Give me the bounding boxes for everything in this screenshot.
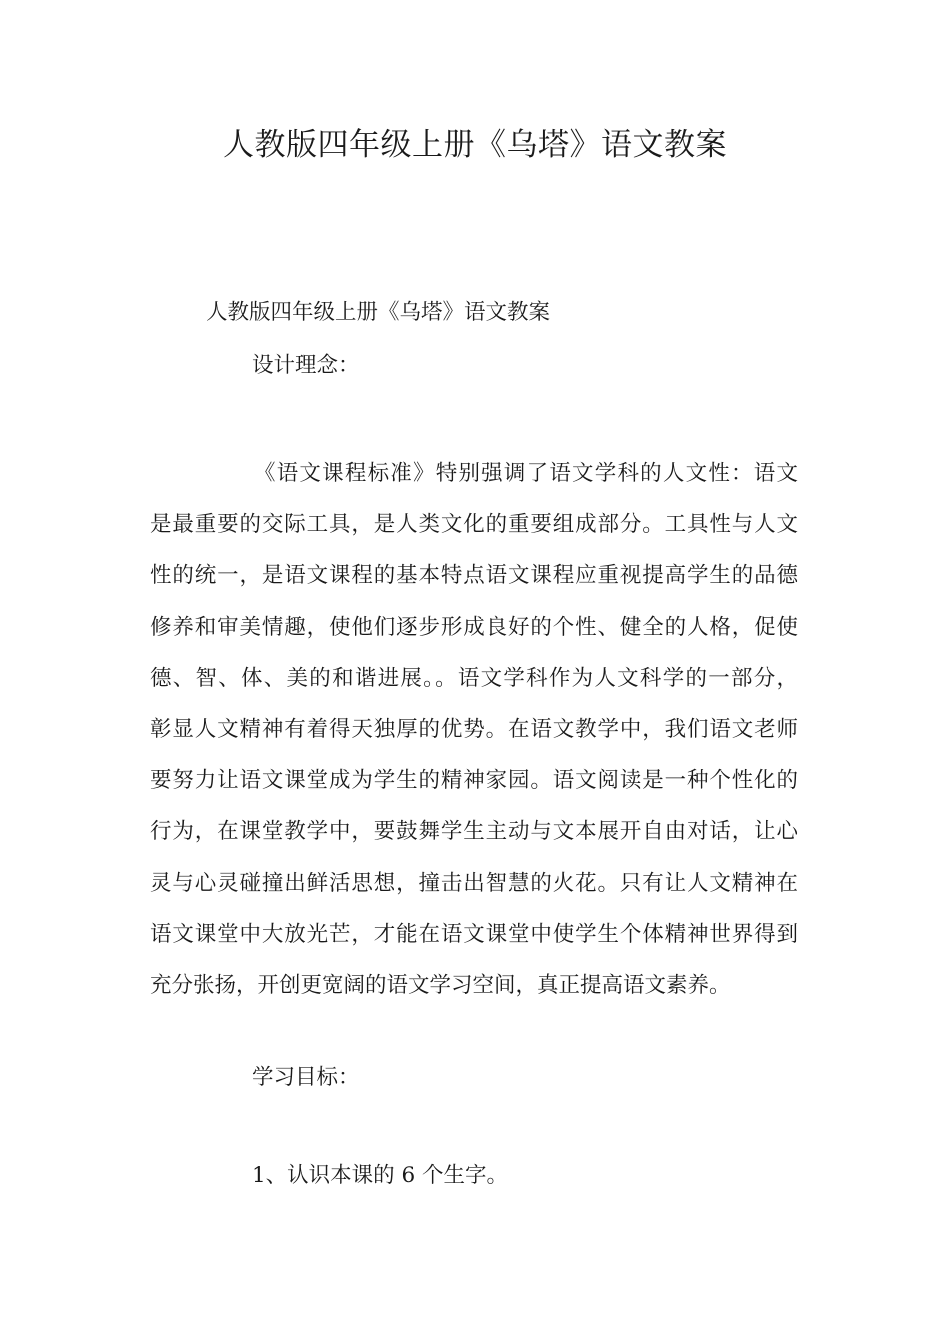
paragraph-line: 彰显人文精神有着得天独厚的优势。在语文教学中，我们语文老师	[150, 717, 798, 743]
paragraph-line: 行为，在课堂教学中，要鼓舞学生主动与文本展开自由对话，让心	[150, 819, 798, 845]
paragraph-line: 性的统一，是语文课程的基本特点语文课程应重视提高学生的品德	[150, 563, 798, 589]
paragraph-line: 是最重要的交际工具，是人类文化的重要组成部分。工具性与人文	[150, 512, 798, 538]
paragraph-line: 修养和审美情趣，使他们逐步形成良好的个性、健全的人格，促使	[150, 614, 798, 640]
document-title: 人教版四年级上册《乌塔》语文教案	[223, 127, 727, 163]
paragraph-line: 德、智、体、美的和谐进展。。语文学科作为人文科学的一部分，	[150, 665, 798, 691]
document-subtitle: 人教版四年级上册《乌塔》语文教案	[206, 300, 551, 325]
design-concept-paragraph	[150, 448, 798, 1011]
learning-goal-item: 1、认识本课的 6 个生字。	[252, 1163, 509, 1188]
learning-goals-heading: 学习目标：	[252, 1065, 360, 1090]
paragraph-line: 灵与心灵碰撞出鲜活思想，撞击出智慧的火花。只有让人文精神在	[150, 870, 798, 896]
design-concept-heading: 设计理念：	[252, 353, 360, 378]
paragraph-line: 语文课堂中大放光芒，才能在语文课堂中使学生个体精神世界得到	[150, 921, 798, 947]
paragraph-line: 充分张扬，开创更宽阔的语文学习空间，真正提高语文素养。	[150, 973, 731, 999]
paragraph-line: 《语文课程标准》特别强调了语文学科的人文性：语文	[254, 461, 798, 486]
paragraph-line: 要努力让语文课堂成为学生的精神家园。语文阅读是一种个性化的	[150, 768, 798, 794]
